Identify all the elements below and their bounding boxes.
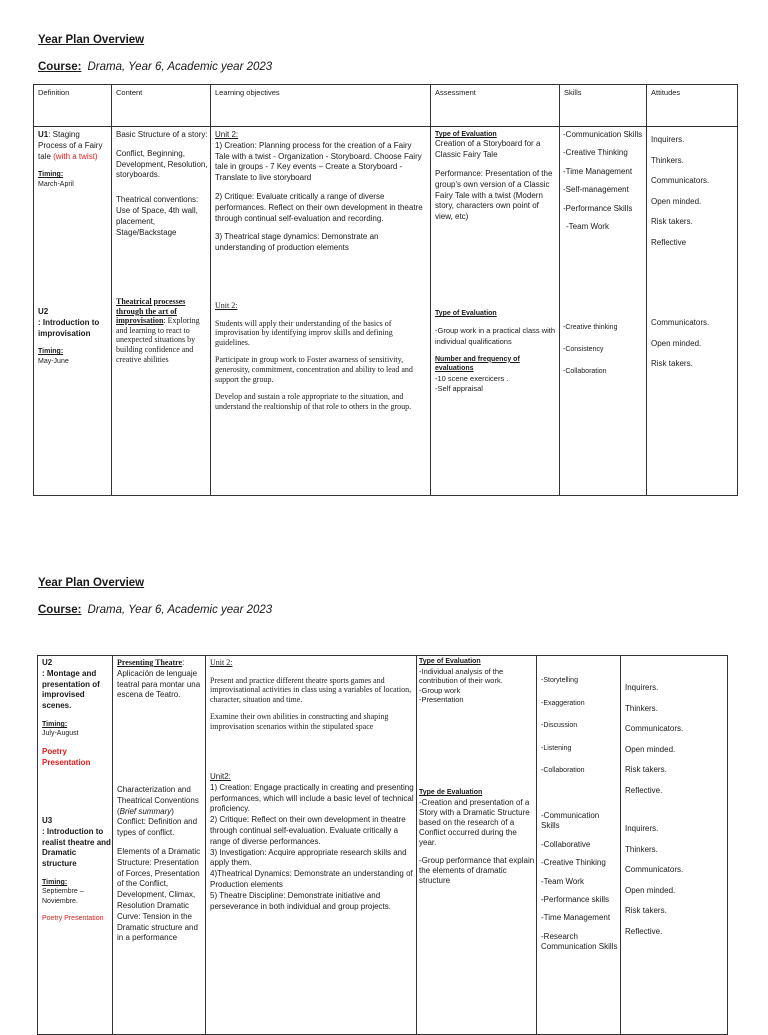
p2-u2-objective: Examine their own abilities in constructing and shaping improvisation scenarios within the stipulated space [210,712,389,731]
p2-u3-objective: 5) Theatre Discipline: Demonstrate initiative and perseverance in both individual and group projects. [210,890,392,911]
u2-definition [38,307,110,366]
p2-u2-attitude: Risk takers. [625,765,667,774]
p2-u2-title: : Montage and presentation of improvised scenes. [42,668,100,711]
p2-u3-skill: -Team Work [541,876,584,886]
p2-u3-content-1a: Characterization and Theatrical Conventions ( [117,785,199,816]
u1-skill: -Team Work [566,221,609,231]
u1-definition [38,130,110,189]
p2-u2-assessment-item: -Presentation [419,694,464,704]
p2-u3-attitudes [625,819,725,942]
p2-u3-attitude: Risk takers. [625,906,667,915]
u2-objectives-unit: Unit 2: [215,301,238,310]
u2-objectives [215,301,427,411]
u2-objective: Students will apply their understanding of the basics of improvisation by identifying improv skills and defining guidelines. [215,318,393,347]
p2-u2-poetry: Poetry Presentation [42,746,91,767]
u2-skill: -Creative thinking [563,324,618,331]
p2-u2-timing-label: Timing: [42,720,68,728]
p2-u3-attitude: Thinkers. [625,844,658,854]
p2-u2-content-text: : Aplicación de lenguaje teatral para montar una escena de Teatro. [117,658,201,700]
p2-u3-assessment-type-label: Type de Evaluation [419,789,483,796]
u1-assessment-type-value: Creation of a Storyboard for a Classic Fairy Tale [435,139,541,160]
p2-u2-assessment-item: -Group work [419,685,461,695]
p2-u2-skill: -Exaggeration [541,699,585,707]
u1-attitude: Risk takers. [651,217,693,226]
u2-skills [563,317,645,383]
plan-table-1 [33,84,738,496]
p2-u3-code: U3 [42,816,53,825]
p2-u3-title: : Introduction to realist theatre and Dramatic structure [42,826,111,869]
p2-u3-objective: 2) Critique: Reflect on their own development in theatre through continual self-evaluation. Evaluate critically a range of diverse performances. [210,815,406,846]
p2-u3-skill: -Communication Skills [541,811,600,831]
u1-objective: 3) Theatrical stage dynamics: Demonstrate an understanding of production elements [215,232,379,253]
p2-u3-content [117,785,204,944]
p2-u2-objectives [210,658,414,732]
u1-skill: -Self-management [563,185,629,195]
u2-assessment-text: -Group work in a practical class with individual qualifications [435,326,556,346]
u1-objectives [215,130,427,254]
u2-assessment-freq-label: Number and frequency of evaluations [435,355,520,373]
p2-u2-attitude: Open minded. [625,744,676,754]
p2-u3-timing-label: Timing: [42,878,68,886]
p2-u3-attitude: Communicators. [625,865,684,874]
u1-content [116,130,208,238]
p2-u3-content-1b: Brief summary [119,806,172,816]
u1-skill: -Time Management [563,166,633,176]
p2-u3-assessment [419,789,535,886]
plan-table-2 [37,655,728,1035]
p2-u2-skill: -Discussion [541,722,578,729]
p2-u3-skill: -Collaborative [541,839,591,849]
p2-u2-skill: -Listening [541,744,572,752]
u1-assessment [435,130,557,223]
u1-content-item: Use of Space, 4th wall, placement, Stage/Backstage [116,205,198,237]
header-skills: Skills [564,88,582,97]
p2-u2-content-title: Presenting Theatre [117,658,183,667]
p2-u2-content [117,658,204,701]
p2-u2-objectives-unit: Unit 2: [210,658,233,667]
header-definition: Definition [38,88,70,97]
p2-u2-attitude: Inquirers. [625,683,659,692]
u1-skill: -Creative Thinking [563,148,628,158]
u2-assessment [435,309,557,394]
p2-u3-skill: -Creative Thinking [541,858,606,868]
u1-assessment-performance: Performance: Presentation of the group's own version of a Classic Fairy Tale with a twist (Modern story, characters own point of view, etc) [435,169,553,222]
header-assessment: Assessment [435,88,476,97]
u1-title: : Staging Process of a Fairy tale [38,130,103,161]
p2-u3-objective: 4)Theatrical Dynamics: Demonstrate an understanding of Production elements [210,869,413,889]
course-value: Drama, Year 6, Academic year 2023 [87,604,273,616]
u2-timing-value: May-June [38,357,69,365]
p2-u3-skill: -Time Management [541,913,611,923]
u2-assessment-freq: -10 scene exercicers . [435,373,509,383]
u1-objectives-unit: Unit 2: [215,130,239,139]
u2-assessment-type-label: Type of Evaluation [435,310,497,317]
p2-u3-assessment-1: -Creation and presentation of a Story with a Dramatic Structure based on the research of a Conflict occurred during the year. [419,797,530,847]
u2-content [116,297,208,364]
u2-objective: Develop and sustain a role appropriate to the situation, and understand the realtionship of that role to others in the group. [215,392,412,411]
u1-content-item: Basic Structure of a story: [116,130,208,139]
u2-content-text: : Exploring and learning to react to unexpected situations by building confidence and creative abilities [116,316,200,364]
header-learning-objectives: Learning objectives [215,88,280,97]
p2-u3-poetry: Poetry Presentation [42,915,104,923]
course-label: Course: [38,61,82,73]
u1-code: U1 [38,130,49,139]
header-content: Content [116,88,143,97]
p2-u3-skills [541,811,619,953]
u2-objective: Participate in group work to Foster awarness of sensitivity, generosity, commitment, concentration and ability to lead and support the group. [215,355,413,384]
u2-title: : Introduction to improvisation [38,317,100,338]
u1-timing-label: Timing: [38,171,64,179]
p2-u3-assessment-2: -Group performance that explain the elements of dramatic structure [419,855,535,885]
u2-attitude: Risk takers. [651,359,693,368]
p2-u2-attitudes [625,678,725,801]
p2-u2-definition [42,658,111,768]
u1-skill: -Performance Skills [563,203,633,213]
p2-u3-content-2: Elements of a Dramatic Structure: Presentation of Forces, Presentation of the Conflict, Development, Climax, Resolution Dramatic Curve: Tension in the Dramatic structure and in a performance [117,846,201,943]
p2-u3-definition [42,816,111,924]
u1-attitude: Inquirers. [651,135,685,144]
page2-title: Year Plan Overview [38,577,145,589]
p2-u3-skill: -Research Communication Skills [541,931,618,952]
u1-attitude: Communicators. [651,176,710,185]
p2-u2-attitude: Thinkers. [625,703,658,713]
p2-u2-timing-value: July-August [42,730,79,738]
p2-u3-skill: -Performance skills [541,894,610,904]
u2-timing-label: Timing: [38,348,64,356]
p2-u2-attitude: Communicators. [625,724,684,733]
p2-u2-assessment [419,658,535,704]
p2-u3-objectives-unit: Unit2: [210,772,231,781]
u2-attitudes [651,313,736,375]
course-label: Course: [38,604,82,616]
u2-content-title: Theatrical processes through the art of improvisation [116,297,186,326]
u1-skills [563,130,645,232]
page2-course-line [38,604,272,616]
u2-code: U2 [38,307,49,316]
u1-objective: 1) Creation: Planning process for the creation of a Fairy Tale with a twist - Organization - Storyboard. Choose Fairy tale in groups - 7 Key events – Create a Storyboard - Translate to live storyboard [215,140,422,183]
p2-u2-skill: -Storytelling [541,677,578,684]
u1-attitude: Thinkers. [651,155,684,165]
page1-course-line [38,61,272,73]
p2-u2-skill: -Collaboration [541,767,585,774]
u1-highlight: (with a twist) [53,151,98,161]
p2-u2-objective: Present and practice different theatre sports games and improvisational activities in class using a variables of location, character, situation and time. [210,675,412,704]
u2-attitude: Open minded. [651,338,702,348]
page1-title: Year Plan Overview [38,34,145,46]
p2-u3-attitude: Open minded. [625,885,676,895]
u1-timing-value: March-April [38,180,74,188]
p2-u3-objective: 1) Creation: Engage practically in creating and presenting performances, which will include a basic level of technical proficiency. [210,782,414,814]
u2-attitude: Communicators. [651,318,710,327]
p2-u3-content-1c: ) Conflict: Definition and types of conflict. [117,806,198,838]
u2-skill: -Collaboration [563,368,607,375]
u1-attitudes [651,130,736,253]
p2-u3-timing-value: Septiembre – Noviembre. [42,888,84,905]
p2-u3-objectives [210,772,414,912]
course-value: Drama, Year 6, Academic year 2023 [87,61,273,73]
u1-skill: -Communication Skills [563,130,643,139]
u1-content-item: Conflict, Beginning, Development, Resolution, storyboards. [116,148,208,180]
p2-u3-attitude: Inquirers. [625,824,659,833]
u1-content-item: Theatrical conventions: [116,195,199,205]
p2-u2-code: U2 [42,658,53,667]
p2-u2-assessment-type-label: Type of Evaluation [419,658,481,665]
p2-u2-attitude: Reflective. [625,785,663,795]
u1-attitude: Reflective [651,237,687,247]
u2-skill: -Consistency [563,346,604,353]
p2-u2-assessment-item: -Individual analysis of the contribution of their work. [419,666,504,686]
u1-assessment-type-label: Type of Evaluation [435,131,497,138]
u2-assessment-freq: -Self appraisal [435,383,483,393]
p2-u3-objective: 3) Investigation: Acquire appropriate research skills and apply them. [210,847,407,868]
u1-attitude: Open minded. [651,196,702,206]
p2-u3-attitude: Reflective. [625,926,663,936]
header-attitudes: Attitudes [651,88,681,97]
p2-u2-skills [541,670,619,783]
u1-objective: 2) Critique: Evaluate critically a range of diverse performances. Reflect on their own development in theatre through continual self-evaluation and recording. [215,191,423,223]
